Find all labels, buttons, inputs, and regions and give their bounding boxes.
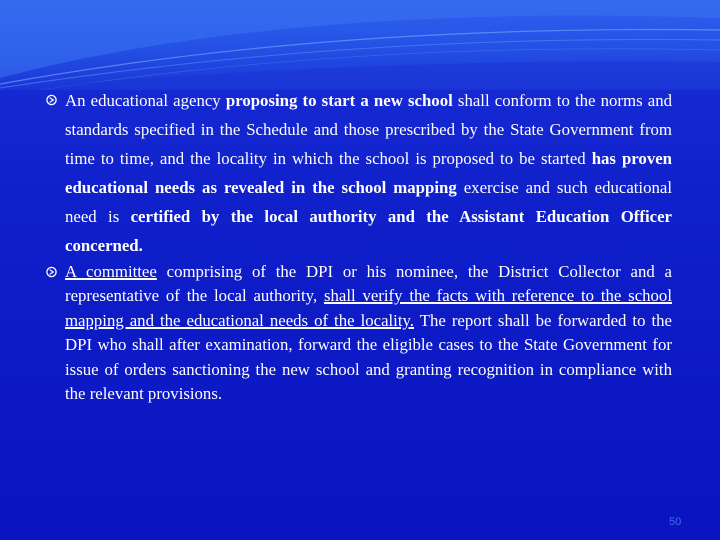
paragraph-1-bold-b: has proven educational needs as revealed in the school mapping <box>65 149 672 197</box>
content-area <box>44 86 672 406</box>
header-swoosh-decoration <box>0 0 720 90</box>
bullet-paragraph-2 <box>44 260 672 406</box>
page-number: 50 <box>669 516 682 528</box>
paragraph-2-text-b: The report shall be forwarded to the DPI who shall after examination, forward the eligible cases to the State Government for issue of orders sanctioning the new school and granting recognition in compliance with the relevant provisions. <box>65 310 672 404</box>
paragraph-2-underline-b: shall verify the facts with reference to the school mapping and the educational needs of the locality. <box>65 286 672 330</box>
paragraph-1-text-a: An educational agency <box>65 91 226 110</box>
paragraph-2-underline-a: A committee <box>65 262 157 281</box>
paragraph-2-text-a: comprising of the DPI or his nominee, the District Collector and a representative of the local authority, <box>65 262 673 306</box>
paragraph-1-bold-a: proposing to start a new school <box>225 91 453 110</box>
hollow-circle-arrow-bullet-icon <box>44 86 61 115</box>
header-band <box>0 0 720 90</box>
paragraph-1-text-b: shall conform to the norms and standards specified in the Schedule and those prescribed by the State Government from time to time, and the locality in which the school is proposed to be started <box>65 91 672 168</box>
paragraph-1-text-c: exercise and such educational need is <box>65 178 672 226</box>
paragraph-1-bold-c: certified by the local authority and the Assistant Education Officer concerned. <box>65 207 672 255</box>
bullet-paragraph-1 <box>44 86 672 260</box>
hollow-circle-arrow-bullet-icon <box>44 260 61 284</box>
